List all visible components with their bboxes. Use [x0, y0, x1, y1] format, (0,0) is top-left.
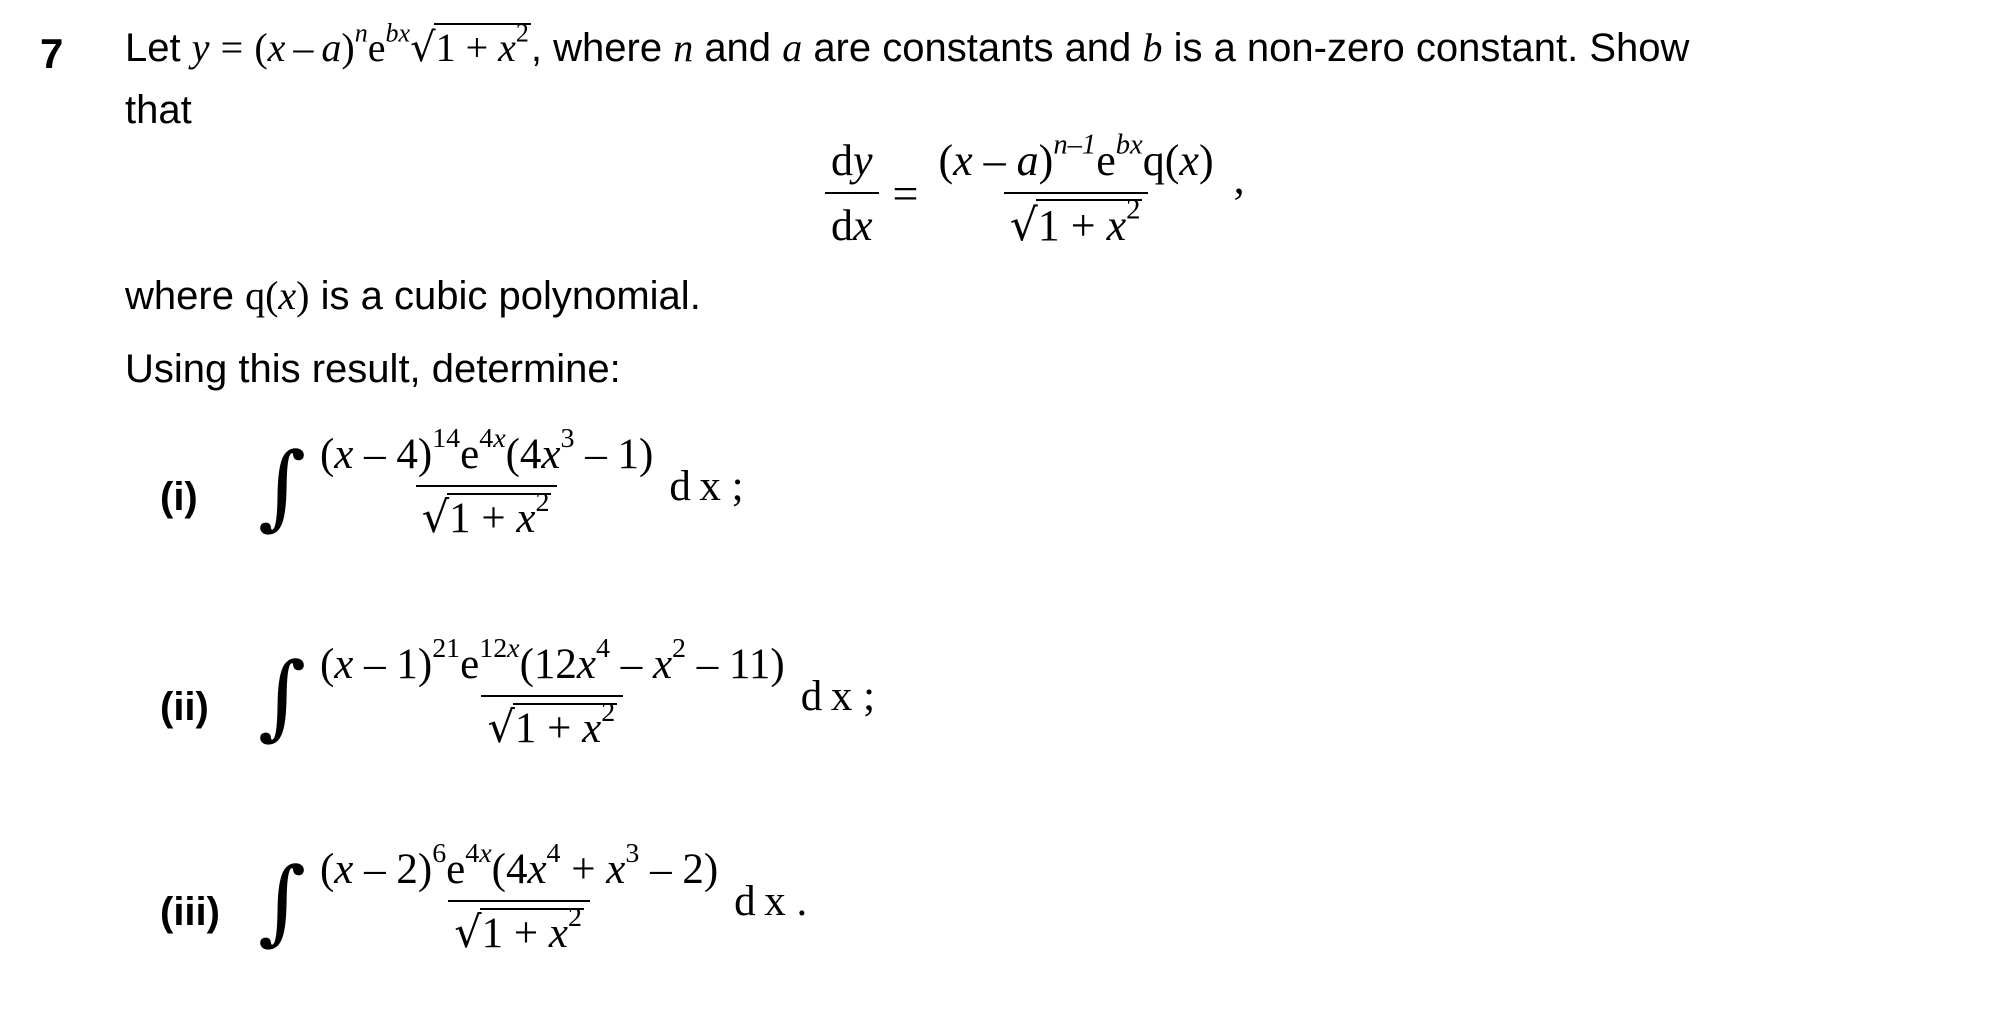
part-ii-integral — [258, 633, 876, 753]
integrand-fraction: $\frac{(x - 1)^{21}e^{12x}(12x^4 - x^2 - 11)}{√1 + x^2}$ — [319, 633, 785, 753]
part-i-label: (i) — [160, 475, 198, 519]
derivative-equation — [825, 129, 1245, 251]
q-of-x: q(x) — [245, 273, 310, 318]
where-q-text: where — [125, 274, 234, 318]
var-n: n — [673, 25, 694, 70]
var-a: a — [782, 25, 803, 70]
equals-sign: = — [220, 25, 244, 70]
dy-dx-fraction: $\frac{dy}{dx}$ — [825, 135, 879, 251]
y-definition: $(x - a)^ne^{bx}√1 + x^2$ — [254, 18, 529, 71]
var-b: b — [1142, 25, 1163, 70]
using-text: Using this result, determine: — [125, 347, 621, 391]
derivative-rhs-fraction: $\frac{(x - a)^{n-1}e^{bx}q(x)}{√1 + x^2}$ — [938, 129, 1214, 251]
is-cubic-text: is a cubic polynomial. — [320, 274, 701, 318]
integrand-fraction: $\frac{(x - 2)^6e^{4x}(4x^4 + x^3 - 2)}{√1 + x^2}$ — [319, 838, 719, 958]
dx-text: d x ; — [800, 673, 876, 720]
dx-text: d x . — [734, 878, 808, 925]
that-text: that — [125, 88, 192, 132]
integrand-fraction: $\frac{(x - 4)^{14}e^{4x}(4x^3 - 1)}{√1 + x^2}$ — [319, 423, 654, 543]
part-i-integral — [258, 423, 744, 543]
dx-text: d x ; — [669, 463, 744, 510]
equals-sign: = — [892, 167, 919, 219]
question-number: 7 — [40, 30, 64, 77]
comma: , — [1233, 153, 1245, 203]
question-intro-line — [125, 18, 1690, 71]
nonzero-text: is a non-zero constant. Show — [1173, 26, 1690, 70]
are-constants-text: are constants and — [813, 26, 1132, 70]
and-text: and — [704, 26, 772, 70]
part-ii-label: (ii) — [160, 685, 209, 729]
part-iii-integral — [258, 838, 808, 958]
where-text: , where — [530, 26, 663, 70]
let-text: Let — [125, 26, 181, 70]
integral-sign: ∫ — [258, 432, 306, 540]
part-iii-label: (iii) — [160, 890, 220, 934]
cubic-line — [125, 272, 701, 319]
integral-sign: ∫ — [258, 642, 306, 750]
y-variable: y — [191, 25, 210, 70]
integral-sign: ∫ — [258, 847, 306, 955]
